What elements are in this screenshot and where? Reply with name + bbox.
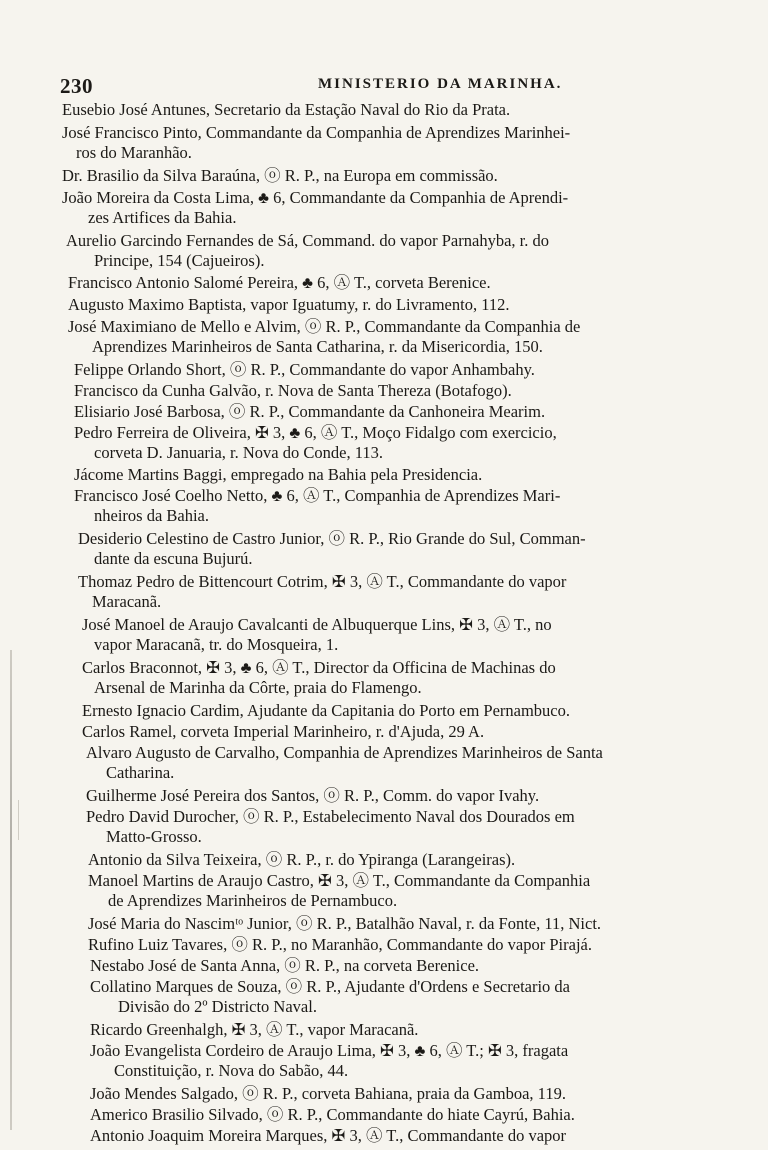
list-item: Thomaz Pedro de Bittencourt Cotrim, ✠ 3, Ⓐ T., Commandante do vapor Maracanã. bbox=[78, 572, 567, 611]
list-item: Guilherme José Pereira dos Santos, ⓞ R. P., Comm. do vapor Ivahy. bbox=[86, 786, 540, 805]
list-item: Ricardo Greenhalgh, ✠ 3, Ⓐ T., vapor Maracanã. bbox=[90, 1020, 419, 1039]
list-item: Aurelio Garcindo Fernandes de Sá, Command. do vapor Parnahyba, r. do Principe, 154 (Cajueiros). bbox=[66, 231, 549, 270]
list-item: João Evangelista Cordeiro de Araujo Lima, ✠ 3, ♣ 6, Ⓐ T.; ✠ 3, fragata Constituição, r. Nova do Sabão, 44. bbox=[90, 1041, 569, 1080]
list-item: José Francisco Pinto, Commandante da Companhia de Aprendizes Marinhei- ros do Maranhão. bbox=[62, 123, 571, 162]
list-item: João Mendes Salgado, ⓞ R. P., corveta Bahiana, praia da Gamboa, 119. bbox=[90, 1084, 566, 1103]
list-item: Desiderio Celestino de Castro Junior, ⓞ R. P., Rio Grande do Sul, Comman- dante da escuna Bujurú. bbox=[78, 529, 586, 568]
page-header bbox=[60, 74, 720, 98]
list-item: Felippe Orlando Short, ⓞ R. P., Commandante do vapor Anhambahy. bbox=[74, 360, 535, 379]
list-item: Alvaro Augusto de Carvalho, Companhia de Aprendizes Marinheiros de Santa Catharina. bbox=[86, 743, 603, 782]
list-item: Carlos Ramel, corveta Imperial Marinheiro, r. d'Ajuda, 29 A. bbox=[82, 722, 485, 741]
list-item: Nestabo José de Santa Anna, ⓞ R. P., na corveta Berenice. bbox=[90, 956, 480, 975]
list-item: Americo Brasilio Silvado, ⓞ R. P., Commandante do hiate Cayrú, Bahia. bbox=[90, 1105, 575, 1124]
list-item: José Maria do Nascimᵗᵒ Junior, ⓞ R. P., Batalhão Naval, r. da Fonte, 11, Nict. bbox=[88, 914, 602, 933]
list-item: João Moreira da Costa Lima, ♣ 6, Commandante da Companhia de Aprendi- zes Artifices da Bahia. bbox=[62, 188, 569, 227]
binding-edge-shadow bbox=[10, 650, 12, 1130]
list-item: José Maximiano de Mello e Alvim, ⓞ R. P., Commandante da Companhia de Aprendizes Marinheiros de Santa Catharina, r. da Misericordia, 150. bbox=[68, 317, 581, 356]
list-item: Francisco José Coelho Netto, ♣ 6, Ⓐ T., Companhia de Aprendizes Mari- nheiros da Bahia. bbox=[74, 486, 561, 525]
list-item: Jácome Martins Baggi, empregado na Bahia pela Presidencia. bbox=[74, 465, 483, 484]
list-item: Rufino Luiz Tavares, ⓞ R. P., no Maranhão, Commandante do vapor Pirajá. bbox=[88, 935, 592, 954]
list-item: Pedro Ferreira de Oliveira, ✠ 3, ♣ 6, Ⓐ T., Moço Fidalgo com exercicio, corveta D. Januaria, r. Nova do Conde, 113. bbox=[74, 423, 557, 462]
list-item: Ernesto Ignacio Cardim, Ajudante da Capitania do Porto em Pernambuco. bbox=[82, 701, 571, 720]
list-item: Augusto Maximo Baptista, vapor Iguatumy, r. do Livramento, 112. bbox=[68, 295, 510, 314]
list-item: Collatino Marques de Souza, ⓞ R. P., Ajudante d'Ordens e Secretario da Divisão do 2º Districto Naval. bbox=[90, 977, 570, 1016]
list-item: Francisco da Cunha Galvão, r. Nova de Santa Thereza (Botafogo). bbox=[74, 381, 512, 400]
page-number: 230 bbox=[60, 74, 93, 98]
list-item: Eusebio José Antunes, Secretario da Estação Naval do Rio da Prata. bbox=[62, 100, 511, 119]
list-item: José Manoel de Araujo Cavalcanti de Albuquerque Lins, ✠ 3, Ⓐ T., no vapor Maracanã, tr. do Mosqueira, 1. bbox=[82, 615, 552, 654]
list-item: Pedro David Durocher, ⓞ R. P., Estabelecimento Naval dos Dourados em Matto-Grosso. bbox=[86, 807, 575, 846]
list-item: Dr. Brasilio da Silva Baraúna, ⓞ R. P., na Europa em commissão. bbox=[62, 166, 498, 185]
running-title: MINISTERIO DA MARINHA. bbox=[318, 76, 563, 92]
list-item: Antonio da Silva Teixeira, ⓞ R. P., r. do Ypiranga (Larangeiras). bbox=[88, 850, 516, 869]
binding-edge-mark bbox=[18, 800, 49, 840]
list-item: Manoel Martins de Araujo Castro, ✠ 3, Ⓐ T., Commandante da Companhia de Aprendizes Marinheiros de Pernambuco. bbox=[88, 871, 591, 910]
list-item: Elisiario José Barbosa, ⓞ R. P., Commandante da Canhoneira Mearim. bbox=[74, 402, 546, 421]
list-item: Carlos Braconnot, ✠ 3, ♣ 6, Ⓐ T., Director da Officina de Machinas do Arsenal de Marinha da Côrte, praia do Flamengo. bbox=[82, 658, 556, 697]
list-item: Antonio Joaquim Moreira Marques, ✠ 3, Ⓐ T., Commandante do vapor bbox=[90, 1126, 567, 1145]
list-item: Francisco Antonio Salomé Pereira, ♣ 6, Ⓐ T., corveta Berenice. bbox=[68, 273, 491, 292]
